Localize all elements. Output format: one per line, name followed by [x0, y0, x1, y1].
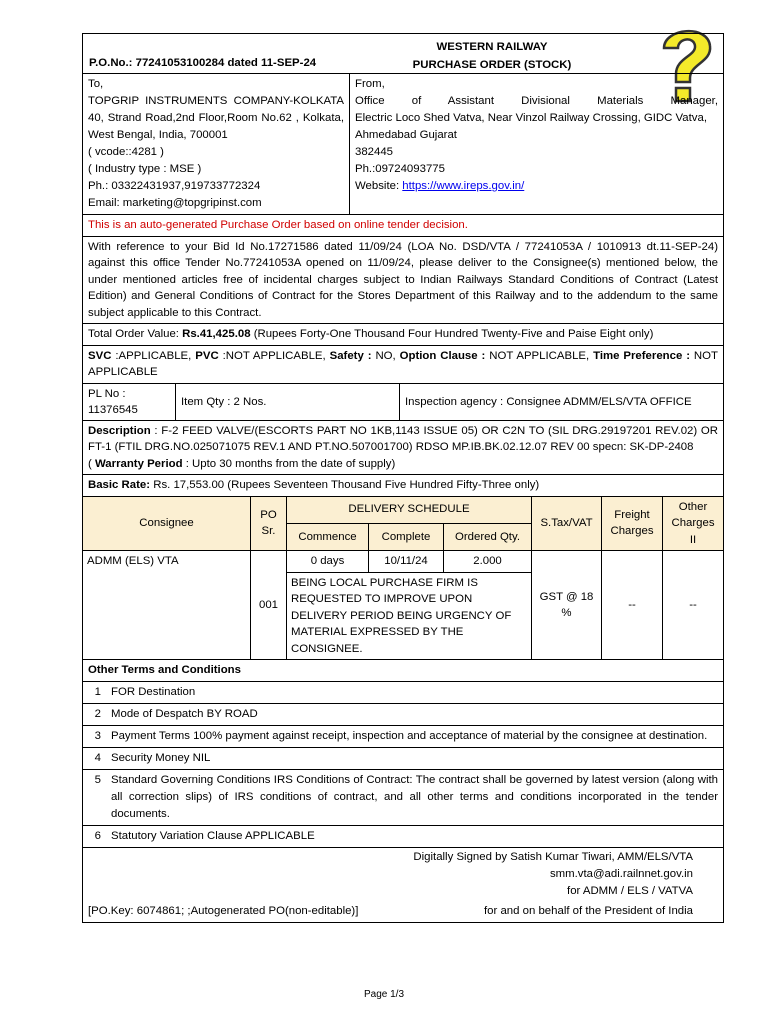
from-address — [350, 74, 723, 214]
ordered-qty-cell: 2.000 — [444, 551, 532, 573]
pl-line — [83, 384, 723, 421]
pl-number: PL No : 11376545 — [83, 384, 176, 420]
office-city: Ahmedabad Gujarat — [355, 129, 457, 141]
table-row — [83, 551, 724, 573]
col-other-charges: Other Charges II — [663, 496, 724, 551]
item-qty: Item Qty : 2 Nos. — [176, 384, 400, 420]
from-label: From, — [355, 78, 385, 90]
col-consignee: Consignee — [83, 496, 251, 551]
remark-cell: BEING LOCAL PURCHASE FIRM IS REQUESTED TO IMPROVE UPON DELIVERY PERIOD BEING URGENCY OF MATERIAL EXPRESSED BY THE CONSIGNEE. — [287, 572, 532, 660]
col-stax: S.Tax/VAT — [532, 496, 602, 551]
delivery-schedule-table — [83, 496, 723, 661]
office-address: Electric Loco Shed Vatva, Near Vinzol Railway Crossing, GIDC Vatva, — [355, 112, 707, 124]
vendor-phone: Ph.: 03322431937,919733772324 — [88, 180, 261, 192]
col-freight: Freight Charges — [602, 496, 663, 551]
term-row: 5 Standard Governing Conditions IRS Conditions of Contract: The contract shall be governed by latest version (along with all correction slips) of IRS conditions of contract, and all other terms and conditions incorporated in the tender documents. — [83, 770, 723, 826]
term-row: 6 Statutory Variation Clause APPLICABLE — [83, 826, 723, 848]
description-block: Description : F-2 FEED VALVE/(ESCORTS PART NO 1KB,1143 ISSUE 05) OR C2N TO (SIL DRG.29197201 REV.02) OR FT-1 (FTIL DRG.NO.025071075 REV.1 AND PT.NO.507001700) RDSO MP.IB.BK.02.12.07 REV 00 specn: SK-DP-2408 ( Warranty Period : Upto 30 months from the date of supply) — [83, 421, 723, 476]
signed-by: Digitally Signed by Satish Kumar Tiwari, AMM/ELS/VTA — [413, 850, 693, 863]
svc-line: SVC :APPLICABLE, PVC :NOT APPLICABLE, Safety : NO, Option Clause : NOT APPLICABLE, Time Preference : NOT APPLICABLE — [83, 346, 723, 384]
col-po-sr: PO Sr. — [251, 496, 287, 551]
address-block — [83, 74, 723, 215]
to-label: To, — [88, 78, 104, 90]
website-link[interactable]: https://www.ireps.gov.in/ — [402, 180, 525, 192]
inspection-agency: Inspection agency : Consignee ADMM/ELS/VTA OFFICE — [405, 395, 692, 408]
vendor-company: TOPGRIP INSTRUMENTS COMPANY-KOLKATA — [88, 95, 344, 107]
col-ordered-qty: Ordered Qty. — [444, 523, 532, 550]
purchase-order-document — [82, 33, 724, 923]
complete-cell: 10/11/24 — [369, 551, 444, 573]
signature-block — [83, 848, 723, 922]
office-name: Office of Assistant Divisional Materials Manager, — [355, 95, 718, 107]
total-order-value: Total Order Value: Rs.41,425.08 (Rupees Forty-One Thousand Four Hundred Twenty-Five and Paise Eight only) — [83, 324, 723, 346]
col-commence: Commence — [287, 523, 369, 550]
col-complete: Complete — [369, 523, 444, 550]
po-header — [83, 34, 723, 74]
po-key: [PO.Key: 6074861; ;Autogenerated PO(non-editable)] — [88, 904, 359, 917]
on-behalf: for and on behalf of the President of India — [484, 904, 693, 917]
vendor-code: ( vcode::4281 ) — [88, 146, 164, 158]
basic-rate: Basic Rate: Rs. 17,553.00 (Rupees Seventeen Thousand Five Hundred Fifty-Three only) — [83, 475, 723, 497]
consignee-cell: ADMM (ELS) VTA — [83, 551, 251, 660]
term-row: 3 Payment Terms 100% payment against receipt, inspection and acceptance of material by the consignee at destination. — [83, 726, 723, 748]
term-row: 4 Security Money NIL — [83, 748, 723, 770]
term-row: 1 FOR Destination — [83, 682, 723, 704]
industry-type: ( Industry type : MSE ) — [88, 163, 202, 175]
railway-name: WESTERN RAILWAY — [436, 41, 548, 53]
document-type: PURCHASE ORDER (STOCK) — [412, 59, 572, 71]
commence-cell: 0 days — [287, 551, 369, 573]
auto-generated-notice: This is an auto-generated Purchase Order based on online tender decision. — [83, 215, 723, 237]
office-website: Website: https://www.ireps.gov.in/ — [355, 180, 525, 192]
office-pin: 382445 — [355, 146, 394, 158]
terms-title: Other Terms and Conditions — [83, 660, 723, 682]
vendor-address: 40, Strand Road,2nd Floor,Room No.62 , Kolkata, West Bengal, India, 700001 — [88, 112, 344, 141]
office-phone: Ph.:09724093775 — [355, 163, 445, 175]
term-row: 2 Mode of Despatch BY ROAD — [83, 704, 723, 726]
freight-cell: -- — [602, 551, 663, 660]
gst-cell: GST @ 18 % — [532, 551, 602, 660]
to-address — [83, 74, 350, 214]
po-number: P.O.No.: 77241053100284 dated 11-SEP-24 — [89, 57, 317, 69]
col-delivery-schedule: DELIVERY SCHEDULE — [287, 496, 532, 523]
other-charges-cell: -- — [663, 551, 724, 660]
po-sr-cell: 001 — [251, 551, 287, 660]
reference-paragraph: With reference to your Bid Id No.17271586 dated 11/09/24 (LOA No. DSD/VTA / 77241053A / 1010913 dt.11-SEP-24) against this office Tender No.77241053A opened on 11/09/24, please deliver to the Consignee(s) mentioned below, the under mentioned articles free of incidental charges subject to Indian Railways Standard Conditions of Contract (Latest Edition) and General Conditions of Contract for the Stores Department of this Railway and to the addendum to the same subject applicable to this Contract. — [83, 237, 723, 325]
total-amount: Rs.41,425.08 — [182, 328, 251, 340]
page-number: Page 1/3 — [363, 989, 405, 1000]
signer-email: smm.vta@adi.railnnet.gov.in — [549, 867, 693, 880]
vendor-email: Email: marketing@topgripinst.com — [88, 197, 262, 209]
signer-for: for ADMM / ELS / VATVA — [567, 884, 693, 897]
